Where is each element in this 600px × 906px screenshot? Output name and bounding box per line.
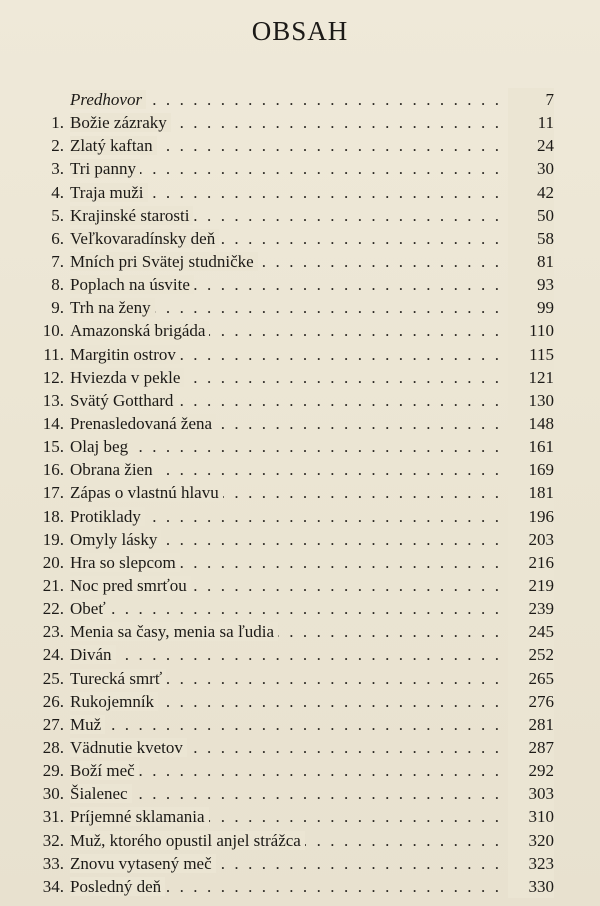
chapter-title-leader (70, 343, 508, 366)
chapter-number: 6. (51, 228, 64, 248)
chapter-number: 12. (42, 367, 64, 387)
toc-entry (24, 713, 554, 736)
chapter-title-leader (70, 852, 508, 875)
chapter-number: 29. (42, 761, 64, 781)
page-number: 130 (508, 389, 554, 412)
chapter-title-leader (70, 782, 508, 805)
toc-entry (24, 366, 554, 389)
page-number: 81 (508, 250, 554, 273)
chapter-title-leader (70, 157, 508, 180)
chapter-number: 5. (51, 205, 64, 225)
chapter-title: Posledný deň (70, 877, 165, 896)
chapter-number: 4. (51, 182, 64, 202)
chapter-title: Obeť (70, 599, 110, 618)
toc-entry (24, 805, 554, 828)
chapter-number: 16. (42, 460, 64, 480)
chapter-title-leader (70, 736, 508, 759)
chapter-number: 11. (43, 344, 64, 364)
chapter-title: Predhovor (70, 90, 146, 109)
toc-entry (24, 134, 554, 157)
toc-entry (24, 157, 554, 180)
chapter-title: Margitin ostrov (70, 345, 180, 364)
chapter-title: Príjemné sklamania (70, 807, 209, 826)
chapter-title-leader (70, 458, 508, 481)
chapter-title-leader (70, 412, 508, 435)
chapter-title-leader (70, 643, 508, 666)
page-number: 310 (508, 805, 554, 828)
chapter-number: 1. (51, 113, 64, 133)
chapter-title-leader (70, 528, 508, 551)
chapter-title: Turecká smrť (70, 669, 166, 688)
chapter-title-leader (70, 134, 508, 157)
page-number: 245 (508, 620, 554, 643)
chapter-title: Krajinské starosti (70, 206, 193, 225)
toc-entry (24, 227, 554, 250)
chapter-title: Znovu vytasený meč (70, 854, 216, 873)
chapter-number: 10. (42, 321, 64, 341)
chapter-title: Zlatý kaftan (70, 136, 157, 155)
chapter-title-leader (70, 620, 508, 643)
chapter-title: Omyly lásky (70, 530, 161, 549)
toc-entry (24, 574, 554, 597)
page-number: 330 (508, 875, 554, 898)
chapter-number: 33. (42, 853, 64, 873)
chapter-title: Protiklady (70, 507, 145, 526)
toc-entry (24, 736, 554, 759)
chapter-title-leader (70, 111, 508, 134)
toc-entry (24, 782, 554, 805)
page-number: 7 (508, 88, 554, 111)
chapter-title-leader (70, 481, 508, 504)
chapter-title: Menia sa časy, menia sa ľudia (70, 622, 278, 641)
chapter-number: 18. (42, 506, 64, 526)
chapter-number: 8. (51, 275, 64, 295)
toc-entry (24, 528, 554, 551)
chapter-title: Trh na ženy (70, 298, 155, 317)
chapter-number: 9. (51, 298, 64, 318)
chapter-number: 20. (42, 552, 64, 572)
chapter-number: 25. (42, 668, 64, 688)
chapter-title-leader (70, 667, 508, 690)
chapter-title: Diván (70, 645, 116, 664)
page-number: 24 (508, 134, 554, 157)
chapter-title: Svätý Gotthard (70, 391, 177, 410)
chapter-number: 24. (42, 645, 64, 665)
page-number: 115 (508, 343, 554, 366)
chapter-title-leader (70, 366, 508, 389)
chapter-title-leader (70, 273, 508, 296)
chapter-number: 21. (42, 575, 64, 595)
chapter-number: 19. (42, 529, 64, 549)
page-number: 121 (508, 366, 554, 389)
chapter-title: Prenasledovaná žena (70, 414, 216, 433)
page-number: 239 (508, 597, 554, 620)
chapter-title: Amazonská brigáda (70, 321, 209, 340)
chapter-number: 32. (42, 830, 64, 850)
chapter-title-leader (70, 551, 508, 574)
toc-entry-preface (24, 88, 554, 111)
chapter-title-leader (70, 88, 508, 111)
chapter-title: Zápas o vlastnú hlavu (70, 483, 223, 502)
page-number: 110 (508, 319, 554, 342)
table-of-contents (24, 88, 554, 898)
chapter-number: 22. (42, 599, 64, 619)
chapter-title: Poplach na úsvite (70, 275, 194, 294)
page-number: 252 (508, 643, 554, 666)
chapter-title-leader (70, 829, 508, 852)
chapter-title: Božie zázraky (70, 113, 171, 132)
chapter-title-leader (70, 389, 508, 412)
page-number: 303 (508, 782, 554, 805)
toc-entry (24, 875, 554, 898)
page-number: 161 (508, 435, 554, 458)
page-number: 292 (508, 759, 554, 782)
toc-entry (24, 204, 554, 227)
page-number: 219 (508, 574, 554, 597)
toc-entry (24, 505, 554, 528)
chapter-title-leader (70, 805, 508, 828)
toc-entry (24, 481, 554, 504)
page-number: 287 (508, 736, 554, 759)
toc-entry (24, 296, 554, 319)
chapter-title: Mních pri Svätej studničke (70, 252, 258, 271)
chapter-title: Vädnutie kvetov (70, 738, 187, 757)
page-number: 50 (508, 204, 554, 227)
toc-entry (24, 667, 554, 690)
toc-entry (24, 852, 554, 875)
chapter-title-leader (70, 713, 508, 736)
toc-entry (24, 643, 554, 666)
chapter-number: 15. (42, 437, 64, 457)
toc-entry (24, 250, 554, 273)
toc-entry (24, 829, 554, 852)
page-number: 203 (508, 528, 554, 551)
page-number: 196 (508, 505, 554, 528)
chapter-title-leader (70, 690, 508, 713)
chapter-number: 30. (42, 784, 64, 804)
chapter-title: Tri panny (70, 159, 140, 178)
chapter-title-leader (70, 759, 508, 782)
chapter-title-leader (70, 435, 508, 458)
page-number: 216 (508, 551, 554, 574)
chapter-title: Olaj beg (70, 437, 132, 456)
toc-entry (24, 551, 554, 574)
page-number: 281 (508, 713, 554, 736)
chapter-title-leader (70, 181, 508, 204)
page-number: 181 (508, 481, 554, 504)
toc-entry (24, 181, 554, 204)
toc-entry (24, 319, 554, 342)
chapter-number: 27. (42, 714, 64, 734)
chapter-number: 13. (42, 390, 64, 410)
chapter-title: Muž, ktorého opustil anjel strážca (70, 831, 305, 850)
chapter-number: 2. (51, 136, 64, 156)
chapter-number: 14. (42, 413, 64, 433)
page-title: OBSAH (251, 16, 349, 46)
chapter-title: Rukojemník (70, 692, 158, 711)
page-number: 169 (508, 458, 554, 481)
chapter-number: 26. (42, 691, 64, 711)
chapter-title-leader (70, 250, 508, 273)
toc-entry (24, 343, 554, 366)
toc-entry (24, 111, 554, 134)
toc-entry (24, 620, 554, 643)
toc-entry (24, 597, 554, 620)
toc-entry (24, 759, 554, 782)
toc-entry (24, 458, 554, 481)
page-number: 148 (508, 412, 554, 435)
chapter-title: Hra so slepcom (70, 553, 180, 572)
chapter-title-leader (70, 505, 508, 528)
chapter-number: 3. (51, 159, 64, 179)
chapter-title: Hviezda v pekle (70, 368, 184, 387)
toc-entry (24, 389, 554, 412)
toc-entry (24, 435, 554, 458)
chapter-number: 34. (42, 876, 64, 896)
chapter-title: Veľkovaradínsky deň (70, 229, 219, 248)
chapter-title: Noc pred smrťou (70, 576, 191, 595)
chapter-title: Traja muži (70, 183, 148, 202)
page-number: 320 (508, 829, 554, 852)
chapter-title: Obrana žien (70, 460, 157, 479)
chapter-title-leader (70, 875, 508, 898)
chapter-number: 31. (42, 807, 64, 827)
toc-entry (24, 412, 554, 435)
page-number: 30 (508, 157, 554, 180)
page-number: 99 (508, 296, 554, 319)
chapter-title-leader (70, 227, 508, 250)
chapter-title: Muž (70, 715, 105, 734)
page-number: 276 (508, 690, 554, 713)
page-number: 11 (508, 111, 554, 134)
page-number: 93 (508, 273, 554, 296)
chapter-number: 7. (51, 251, 64, 271)
chapter-number: 23. (42, 622, 64, 642)
page-number: 265 (508, 667, 554, 690)
toc-entry (24, 690, 554, 713)
chapter-title-leader (70, 296, 508, 319)
chapter-title-leader (70, 319, 508, 342)
chapter-number: 17. (42, 483, 64, 503)
chapter-title-leader (70, 204, 508, 227)
chapter-number: 28. (42, 737, 64, 757)
page-number: 323 (508, 852, 554, 875)
toc-entry (24, 273, 554, 296)
chapter-title-leader (70, 597, 508, 620)
page-number: 42 (508, 181, 554, 204)
chapter-title: Boží meč (70, 761, 139, 780)
chapter-title: Šialenec (70, 784, 132, 803)
page-number: 58 (508, 227, 554, 250)
chapter-title-leader (70, 574, 508, 597)
